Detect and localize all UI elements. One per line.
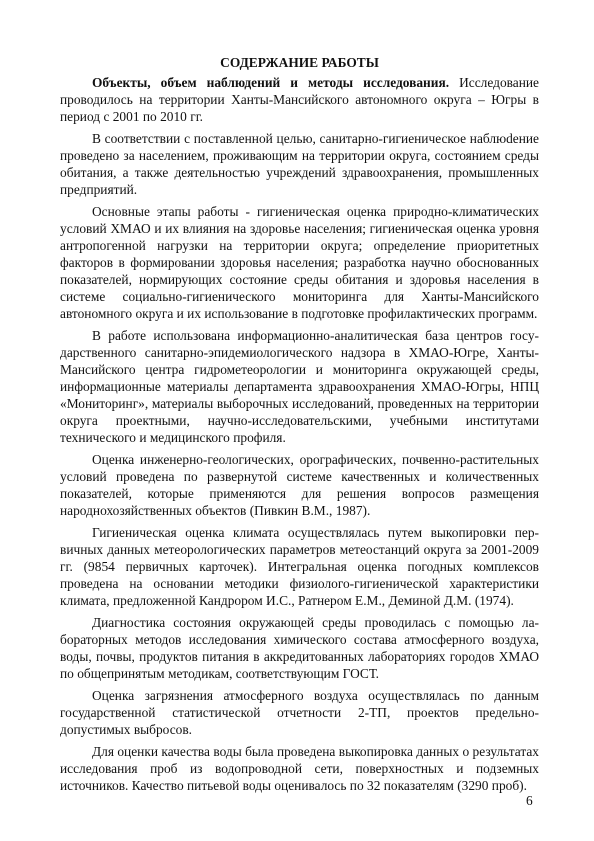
paragraph-climate-assessment: Гигиеническая оценка климата осуществлялась путем выкопировки первичных данных метеорологических параметров метеостанций округа за 2001-2009 гг. (9854 первичных карточек). Интегральная оценка погодных комплексов проведена на основании методики физиолого-гигиенической характеристики климата, предложенной Кандрором И.С., Ратнером Е.М., Деминой Д.М. (1974). xyxy=(60,525,539,608)
paragraph-main-stages: Основные этапы работы - гигиеническая оценка природно-климатических условий ХМАО и их влияния на здоровье населения; гигиеническая оценка уровня антропогенной нагрузки на территории округа; определение приоритетных факторов в формировании здоровья населения; разработка научно обоснованных показателей, нормирующих состояние среды обитания и здоровья населения в системе социально-гигиенического мониторинга для Ханты-Мансийского автономного округа и их использование в подготовке профилактических программ. xyxy=(60,204,539,321)
paragraph-geological-assessment: Оценка инженерно-геологических, орографических, почвенно-растительных условий проведена по развернутой системе качественных и количественных показателей, которые применяются для решения вопросов размещения народнохозяйственных объектов (Пивкин В.М., 1987). xyxy=(60,452,539,518)
paragraph-air-pollution: Оценка загрязнения атмосферного воздуха осуществлялась по данным государственной статистической отчетности 2-ТП, проектов предельно-допустимых выбросов. xyxy=(60,688,539,737)
paragraph-text: Исследование проводилось на территории Ханты-Мансийского автономного округа – Югры в период с 2001 по 2010 гг. xyxy=(60,75,540,124)
section-title: СОДЕРЖАНИЕ РАБОТЫ xyxy=(220,55,379,70)
page-number: 6 xyxy=(526,793,533,808)
paragraph-environment-diagnostics: Диагностика состояния окружающей среды проводилась с помощью лабораторных методов исследования химического состава атмосферного воздуха, воды, почвы, продуктов питания в аккредитованных лабораториях городов ХМАО по общепринятым методикам, соответствующим ГОСТ. xyxy=(60,615,539,681)
paragraph-water-quality: Для оценки качества воды была проведена выкопировка данных о результатах исследования проб из водопроводной сети, поверхностных и подземных источников. Качество питьевой воды оценивалось по 32 показателям (3290 проб). xyxy=(60,744,539,793)
paragraph-information-base: В работе использована информационно-аналитическая база центров государственного санитарно-эпидемиологического надзора в ХМАО-Югре, Ханты-Мансийского центра гидрометеорологии и мониторинга окружающей среды, информационные материалы департамента здравоохранения ХМАО-Югры, НПЦ «Мониторинг», материалы выборочных исследований, проведенных на территории округа проектными, научно-исследовательскими, учебными институтами технического и медицинского профиля. xyxy=(60,328,539,445)
paragraph-lead: Объекты, объем наблюдений и методы исследования. xyxy=(92,75,450,90)
page-content xyxy=(60,54,539,799)
paragraph-objects-methods xyxy=(60,74,539,125)
paragraph-observation: В соответствии с поставленной целью, санитарно-гигиеническое наблюdение проведено за населением, проживающим на территории округа, состоянием среды обитания, а также деятельностью учреждений здравоохранения, промышленных предприятий. xyxy=(60,131,539,197)
